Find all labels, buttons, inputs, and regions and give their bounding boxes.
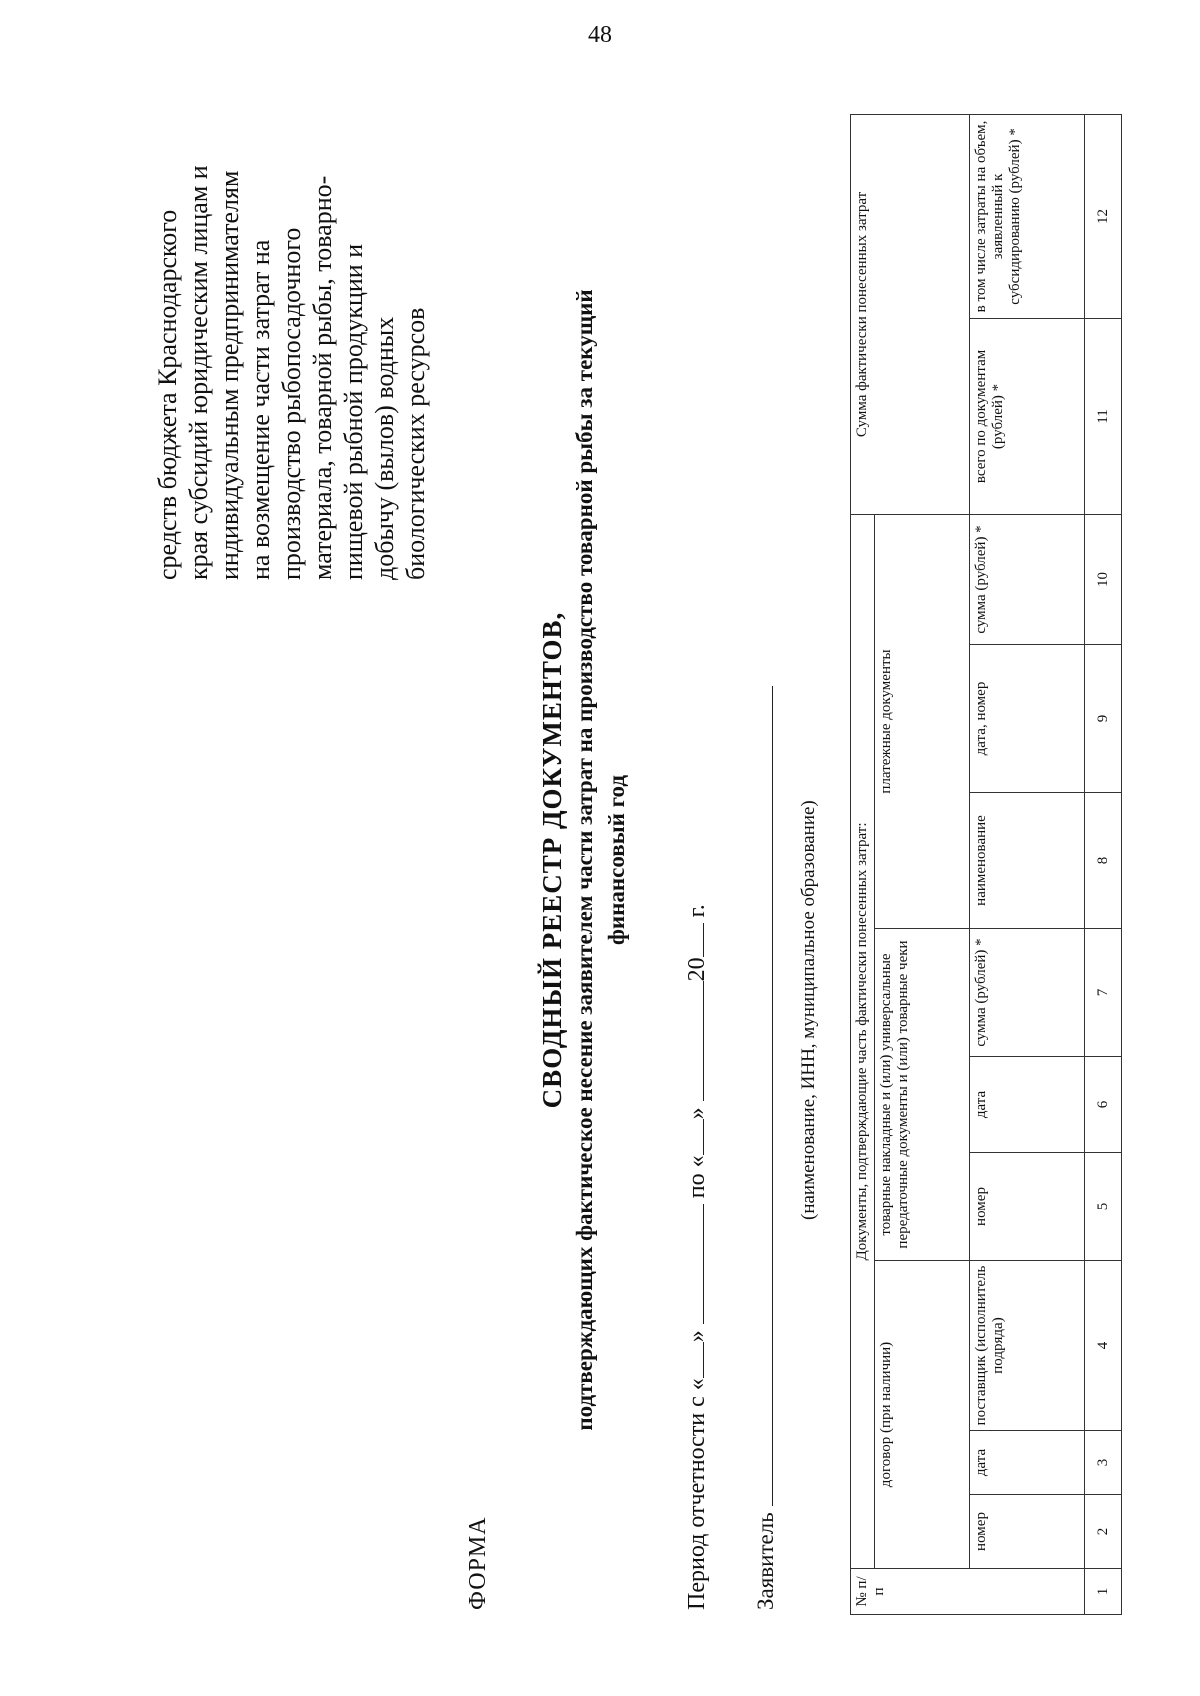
period-to-day-blank[interactable] <box>683 1119 704 1155</box>
payments-subheader: платежные документы <box>875 514 970 928</box>
col-header: сумма (рублей) * <box>970 514 1085 644</box>
document-title <box>535 100 633 1620</box>
col-header: номер <box>970 1153 1085 1261</box>
col-no-header: № п/п <box>851 1569 1085 1615</box>
period-year-prefix: 20 <box>684 957 710 982</box>
docs-group-header: Документы, подтверждающие часть фактически понесенных затрат: <box>851 514 875 1568</box>
header-row-3 <box>970 114 1085 1614</box>
period-prefix: Период отчетности с « <box>684 1378 710 1610</box>
column-number: 4 <box>1085 1261 1122 1431</box>
column-number: 7 <box>1085 929 1122 1057</box>
column-number: 3 <box>1085 1431 1122 1495</box>
col-header: наименование <box>970 793 1085 929</box>
applicant-row <box>752 686 779 1610</box>
period-to-prefix: по « <box>684 1155 710 1199</box>
annex-line: индивидуальным предпринимателям <box>215 170 244 580</box>
annex-caption <box>152 110 431 580</box>
annex-line: материала, товарной рыбы, товарно- <box>308 175 337 580</box>
column-number: 8 <box>1085 793 1122 929</box>
period-year-suffix: г. <box>684 904 710 918</box>
column-number: 5 <box>1085 1153 1122 1261</box>
col-header: всего по документам (рублей) * <box>970 318 1085 514</box>
applicant-field[interactable] <box>752 686 773 1506</box>
period-to-month-blank[interactable] <box>683 981 704 1101</box>
form-label: ФОРМА <box>465 1516 491 1610</box>
period-from-month-blank[interactable] <box>683 1204 704 1324</box>
applicant-label: Заявитель <box>753 1512 778 1610</box>
col-header: номер <box>970 1495 1085 1569</box>
col-header: дата <box>970 1057 1085 1153</box>
annex-line: пищевой рыбной продукции и <box>339 243 368 580</box>
applicant-hint: (наименование, ИНН, муниципальное образование) <box>798 800 819 1220</box>
period-from-day-blank[interactable] <box>683 1342 704 1378</box>
col-header: дата, номер <box>970 645 1085 793</box>
column-number: 12 <box>1085 114 1122 318</box>
col-header: сумма (рублей) * <box>970 929 1085 1057</box>
column-number: 11 <box>1085 318 1122 514</box>
page-number: 48 <box>588 22 612 48</box>
period-to-close-quote: » <box>684 1107 710 1120</box>
column-number-row <box>1085 114 1122 1614</box>
annex-line: края субсидий юридическим лицам и <box>184 165 213 580</box>
col-header: в том числе затраты на объем, заявленный к субсидированию (рублей) * <box>970 114 1085 318</box>
reporting-period <box>683 904 711 1610</box>
column-number: 9 <box>1085 645 1122 793</box>
header-row-1 <box>851 114 875 1614</box>
register-table <box>850 114 1122 1615</box>
rotated-form <box>80 100 1140 1620</box>
sum-group-header: Сумма фактически понесенных затрат <box>851 114 970 514</box>
invoices-subheader: товарные накладные и (или) универсальные передаточные документы и (или) товарные чеки <box>875 929 970 1261</box>
column-number: 2 <box>1085 1495 1122 1569</box>
column-number: 10 <box>1085 514 1122 644</box>
column-number: 1 <box>1085 1569 1122 1615</box>
annex-line: добычу (вылов) водных <box>370 316 399 580</box>
title-line-3: финансовый год <box>604 774 629 946</box>
title-line-2: подтверждающих фактическое несение заявителем части затрат на производство товарной рыбы за текущий <box>572 289 597 1431</box>
contract-subheader: договор (при наличии) <box>875 1261 970 1569</box>
column-number: 6 <box>1085 1057 1122 1153</box>
period-from-close-quote: » <box>684 1330 710 1343</box>
title-main: СВОДНЫЙ РЕЕСТР ДОКУМЕНТОВ, <box>537 611 567 1109</box>
period-year-blank[interactable] <box>683 923 704 957</box>
col-header: поставщик (исполнитель подряда) <box>970 1261 1085 1431</box>
annex-line: производство рыбопосадочного <box>277 227 306 580</box>
annex-line: биологических ресурсов <box>401 307 430 580</box>
annex-line: на возмещение части затрат на <box>246 239 275 580</box>
annex-line: средств бюджета Краснодарского <box>153 209 182 580</box>
col-header: дата <box>970 1431 1085 1495</box>
